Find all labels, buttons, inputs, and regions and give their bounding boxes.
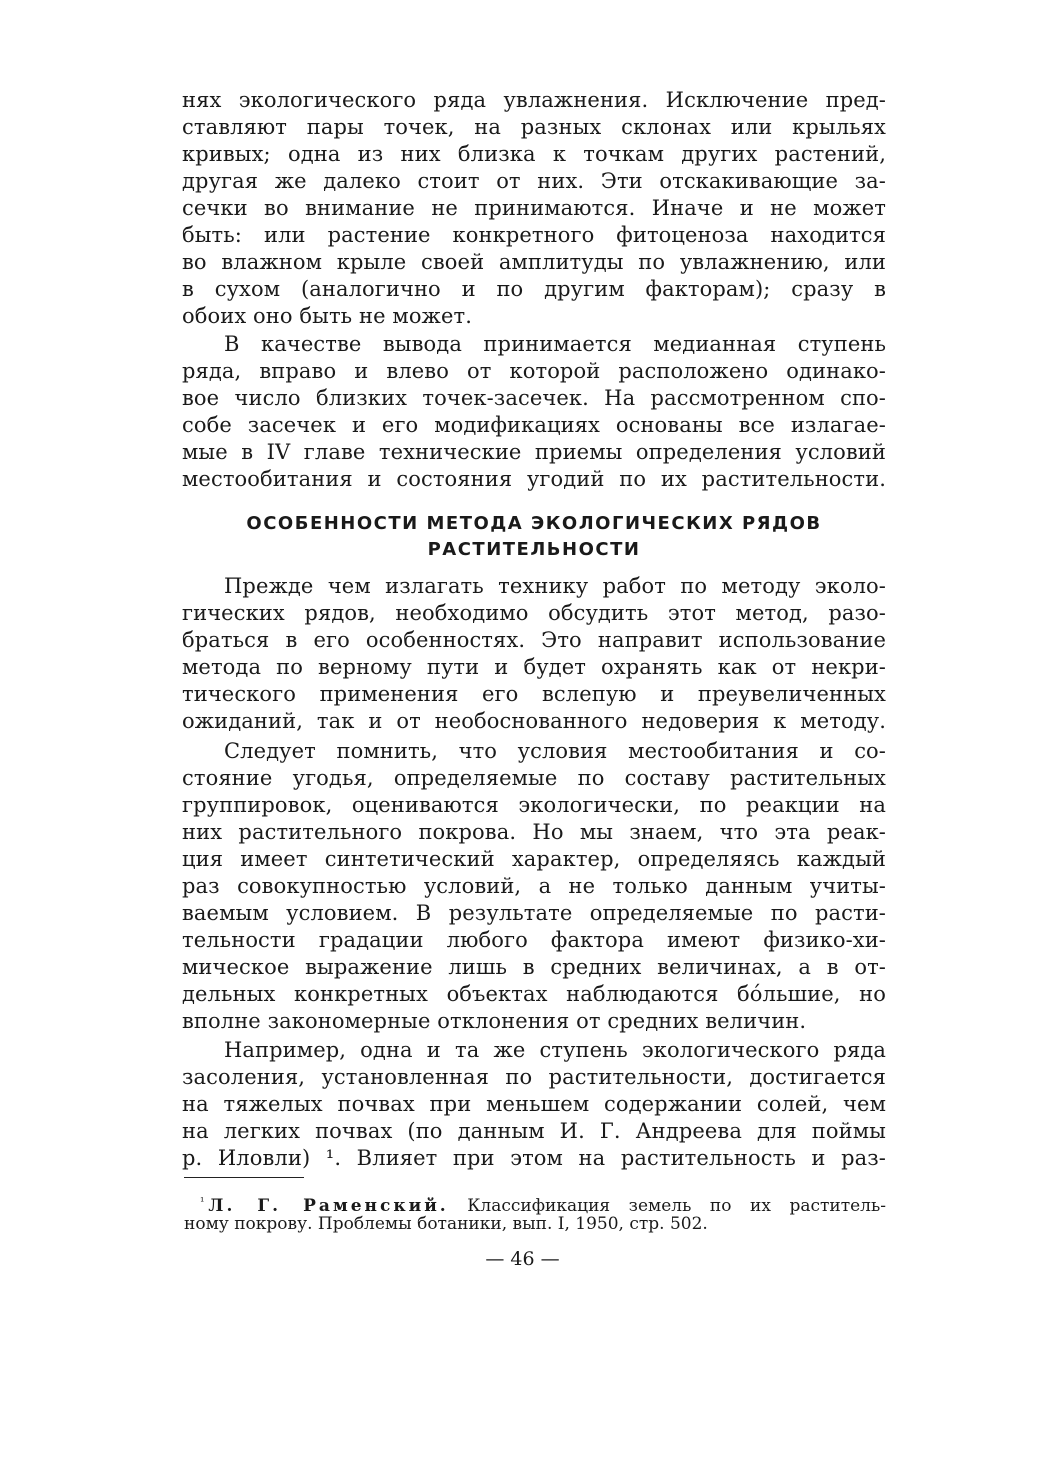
text-line: ставляют пары точек, на разных склонах или крыльях xyxy=(182,115,886,139)
text-line: р. Иловли) ¹. Влияет при этом на растительность и раз- xyxy=(182,1146,886,1170)
footnote-line-2: ному покрову. Проблемы ботаники, вып. I, 1950, стр. 502. xyxy=(184,1214,708,1234)
text-line: местообитания и состояния угодий по их растительности. xyxy=(182,467,886,491)
footnote-divider xyxy=(184,1177,304,1178)
text-line: обоих оно быть не может. xyxy=(182,304,473,328)
text-line: стояние угодья, определяемые по составу растительных xyxy=(182,766,886,790)
text-line: ряда, вправо и влево от которой расположено одинако- xyxy=(182,359,886,383)
text-line: Прежде чем излагать технику работ по методу эколо- xyxy=(224,574,886,598)
footnote-marker: ¹ xyxy=(200,1195,205,1208)
text-line: тического применения его вслепую и преувеличенных xyxy=(182,682,886,706)
text-line: В качестве вывода принимается медианная ступень xyxy=(224,332,886,356)
text-line: на тяжелых почвах при меньшем содержании солей, чем xyxy=(182,1092,886,1116)
text-line: группировок, оцениваются экологически, по реакции на xyxy=(182,793,886,817)
footnote-title: Классификация земель по их раститель- xyxy=(448,1196,886,1216)
text-line: раз совокупностью условий, а не только данным учиты- xyxy=(182,874,886,898)
text-line: дельных конкретных объектах наблюдаются бóльшие, но xyxy=(182,982,886,1006)
text-line: вполне закономерные отклонения от средних величин. xyxy=(182,1009,807,1033)
text-line: ваемым условием. В результате определяемые по расти- xyxy=(182,901,886,925)
text-line: кривых; одна из них близка к точкам других растений, xyxy=(182,142,886,166)
text-line: засоления, установленная по растительности, достигается xyxy=(182,1065,886,1089)
footnote-author: Л. Г. Раменский. xyxy=(208,1196,449,1216)
text-line: ожиданий, так и от необоснованного недоверия к методу. xyxy=(182,709,886,733)
text-line: Следует помнить, что условия местообитания и со- xyxy=(224,739,886,763)
text-line: тельности градации любого фактора имеют физико-хи- xyxy=(182,928,886,952)
page-number: — 46 — xyxy=(485,1248,560,1270)
text-line: собе засечек и его модификациях основаны все излагае- xyxy=(182,413,886,437)
text-line: мическое выражение лишь в средних величинах, а в от- xyxy=(182,955,886,979)
text-line: во влажном крыле своей амплитуды по увлажнению, или xyxy=(182,250,886,274)
section-heading-line-2: РАСТИТЕЛЬНОСТИ xyxy=(427,539,641,560)
text-line: ция имеет синтетический характер, определяясь каждый xyxy=(182,847,886,871)
text-line: гических рядов, необходимо обсудить этот метод, разо- xyxy=(182,601,886,625)
section-heading-line-1: ОСОБЕННОСТИ МЕТОДА ЭКОЛОГИЧЕСКИХ РЯДОВ xyxy=(246,513,822,534)
text-line: Например, одна и та же ступень экологического ряда xyxy=(224,1038,886,1062)
text-line: в сухом (аналогично и по другим факторам); сразу в xyxy=(182,277,886,301)
text-line: браться в его особенностях. Это направит использование xyxy=(182,628,886,652)
text-line: нях экологического ряда увлажнения. Исключение пред- xyxy=(182,88,886,112)
text-line: на легких почвах (по данным И. Г. Андреева для поймы xyxy=(182,1119,886,1143)
text-line: метода по верному пути и будет охранять как от некри- xyxy=(182,655,886,679)
text-line: сечки во внимание не принимаются. Иначе и не может xyxy=(182,196,886,220)
text-line: другая же далеко стоит от них. Эти отскакивающие за- xyxy=(182,169,886,193)
text-line: них растительного покрова. Но мы знаем, что эта реак- xyxy=(182,820,886,844)
text-line: быть: или растение конкретного фитоценоза находится xyxy=(182,223,886,247)
text-line: вое число близких точек-засечек. На рассмотренном спо- xyxy=(182,386,886,410)
text-line: мые в IV главе технические приемы определения условий xyxy=(182,440,886,464)
